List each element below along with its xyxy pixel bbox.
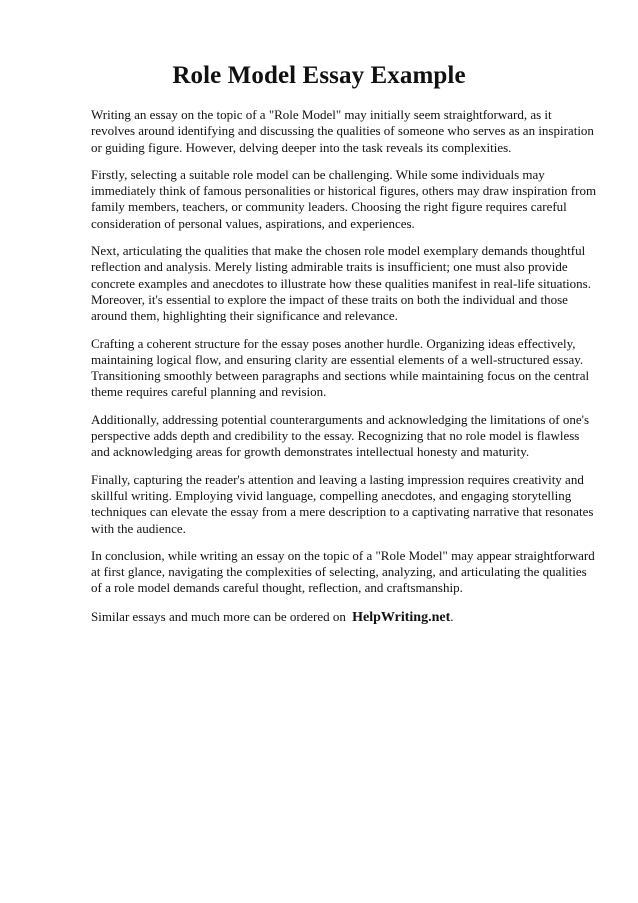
helpwriting-link[interactable]: HelpWriting.net	[352, 609, 451, 625]
paragraph-structure: Crafting a coherent structure for the essay poses another hurdle. Organizing ideas effectively, maintaining logical flow, and ensuring clarity are essential elements of a well-structured essay. Transitioning smoothly between paragraphs and sections while maintaining focus on the central theme requires careful planning and revision.	[91, 335, 590, 400]
paragraph-counterarguments: Additionally, addressing potential counterarguments and acknowledging the limitations of one's perspective adds depth and credibility to the essay. Recognizing that no role model is flawless and acknowledging areas for growth demonstrates intellectual honesty and maturity.	[91, 411, 590, 460]
paragraph-intro: Writing an essay on the topic of a "Role Model" may initially seem straightforward, as it revolves around identifying and discussing the qualities of someone who serves as an inspiration or guiding figure. However, delving deeper into the task reveals its complexities.	[91, 107, 594, 155]
page-title: Role Model Essay Example	[172, 62, 466, 89]
closing-line	[91, 609, 598, 626]
paragraph-conclusion: In conclusion, while writing an essay on the topic of a "Role Model" may appear straightforward at first glance, navigating the complexities of selecting, analyzing, and articulating the qualities of a role model demands careful thought, reflection, and craftsmanship.	[91, 547, 595, 596]
closing-text: Similar essays and much more can be ordered on	[91, 608, 346, 624]
closing-period: .	[450, 608, 454, 624]
paragraph-articulating: Next, articulating the qualities that make the chosen role model exemplary demands thoughtful reflection and analysis. Merely listing admirable traits is insufficient; one must also provide concrete examples and anecdotes to illustrate how these qualities manifest in real-life situations. Moreover, it's essential to explore the impact of these traits on both the individual and those around them, highlighting their significance and relevance.	[91, 243, 591, 324]
paragraph-selecting: Firstly, selecting a suitable role model can be challenging. While some individuals may immediately think of famous personalities or historical figures, others may draw inspiration from family members, teachers, or community leaders. Choosing the right figure requires careful consideration of personal values, aspirations, and experiences.	[91, 166, 597, 231]
paragraph-finally: Finally, capturing the reader's attention and leaving a lasting impression requires creativity and skillful writing. Employing vivid language, compelling anecdotes, and engaging storytelling techniques can elevate the essay from a mere description to a captivating narrative that resonates with the audience.	[91, 471, 594, 536]
